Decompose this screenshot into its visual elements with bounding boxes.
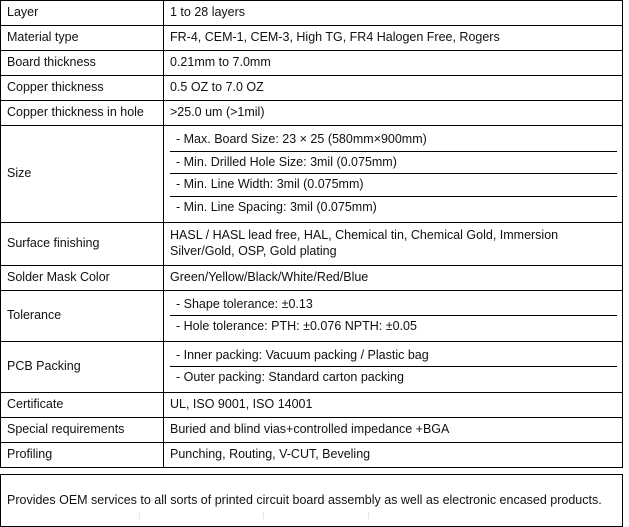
row-value-board-thickness: 0.21mm to 7.0mm xyxy=(164,51,623,76)
row-label-board-thickness: Board thickness xyxy=(1,51,164,76)
row-value-copper-thickness: 0.5 OZ to 7.0 OZ xyxy=(164,76,623,101)
row-label-profiling: Profiling xyxy=(1,443,164,468)
table-row xyxy=(1,393,623,418)
table-row xyxy=(1,101,623,126)
list-item xyxy=(170,151,617,174)
row-value-profiling: Punching, Routing, V-CUT, Beveling xyxy=(164,443,623,468)
table-bottom-tick-marks xyxy=(0,512,629,521)
size-min-line-width: - Min. Line Width: 3mil (0.075mm) xyxy=(170,174,617,197)
size-min-drilled-hole-size: - Min. Drilled Hole Size: 3mil (0.075mm) xyxy=(170,151,617,174)
row-label-special-requirements: Special requirements xyxy=(1,418,164,443)
row-value-size xyxy=(164,126,623,223)
table-row xyxy=(1,1,623,26)
table-row xyxy=(1,418,623,443)
row-label-certificate: Certificate xyxy=(1,393,164,418)
list-item xyxy=(170,129,617,151)
list-item xyxy=(170,294,617,316)
tolerance-sublist xyxy=(170,294,617,338)
tolerance-hole: - Hole tolerance: PTH: ±0.076 NPTH: ±0.05 xyxy=(170,316,617,338)
row-value-copper-thickness-in-hole: >25.0 um (>1mil) xyxy=(164,101,623,126)
list-item xyxy=(170,367,617,389)
row-value-tolerance xyxy=(164,290,623,341)
table-row xyxy=(1,222,623,265)
row-value-material-type: FR-4, CEM-1, CEM-3, High TG, FR4 Halogen Free, Rogers xyxy=(164,26,623,51)
table-row xyxy=(1,265,623,290)
table-row xyxy=(1,51,623,76)
row-label-pcb-packing: PCB Packing xyxy=(1,341,164,392)
tolerance-shape: - Shape tolerance: ±0.13 xyxy=(170,294,617,316)
size-max-board-size: - Max. Board Size: 23 × 25 (580mm×900mm) xyxy=(170,129,617,151)
size-sublist xyxy=(170,129,617,219)
row-value-solder-mask-color: Green/Yellow/Black/White/Red/Blue xyxy=(164,265,623,290)
row-value-layer: 1 to 28 layers xyxy=(164,1,623,26)
pcb-packing-sublist xyxy=(170,345,617,389)
row-value-certificate: UL, ISO 9001, ISO 14001 xyxy=(164,393,623,418)
tick-mark xyxy=(263,512,264,519)
table-body xyxy=(1,1,623,468)
packing-inner: - Inner packing: Vacuum packing / Plastic bag xyxy=(170,345,617,367)
table-row xyxy=(1,341,623,392)
row-label-copper-thickness-in-hole: Copper thickness in hole xyxy=(1,101,164,126)
table-row xyxy=(1,26,623,51)
list-item xyxy=(170,316,617,338)
oem-services-note: Provides OEM services to all sorts of printed circuit board assembly as well as electronic encased products. xyxy=(1,475,623,527)
tick-mark xyxy=(368,512,369,519)
row-label-solder-mask-color: Solder Mask Color xyxy=(1,265,164,290)
list-item xyxy=(170,345,617,367)
row-label-material-type: Material type xyxy=(1,26,164,51)
table-row xyxy=(1,126,623,223)
row-value-special-requirements: Buried and blind vias+controlled impedance +BGA xyxy=(164,418,623,443)
row-label-layer: Layer xyxy=(1,1,164,26)
size-min-line-spacing: - Min. Line Spacing: 3mil (0.075mm) xyxy=(170,196,617,218)
row-value-pcb-packing xyxy=(164,341,623,392)
row-label-surface-finishing: Surface finishing xyxy=(1,222,164,265)
list-item xyxy=(170,196,617,218)
packing-outer: - Outer packing: Standard carton packing xyxy=(170,367,617,389)
row-label-copper-thickness: Copper thickness xyxy=(1,76,164,101)
table-row xyxy=(1,76,623,101)
table-row xyxy=(1,290,623,341)
tick-mark xyxy=(139,512,140,519)
row-value-surface-finishing: HASL / HASL lead free, HAL, Chemical tin, Chemical Gold, Immersion Silver/Gold, OSP, Gold plating xyxy=(164,222,623,265)
list-item xyxy=(170,174,617,197)
table-row xyxy=(1,443,623,468)
row-label-tolerance: Tolerance xyxy=(1,290,164,341)
row-label-size: Size xyxy=(1,126,164,223)
